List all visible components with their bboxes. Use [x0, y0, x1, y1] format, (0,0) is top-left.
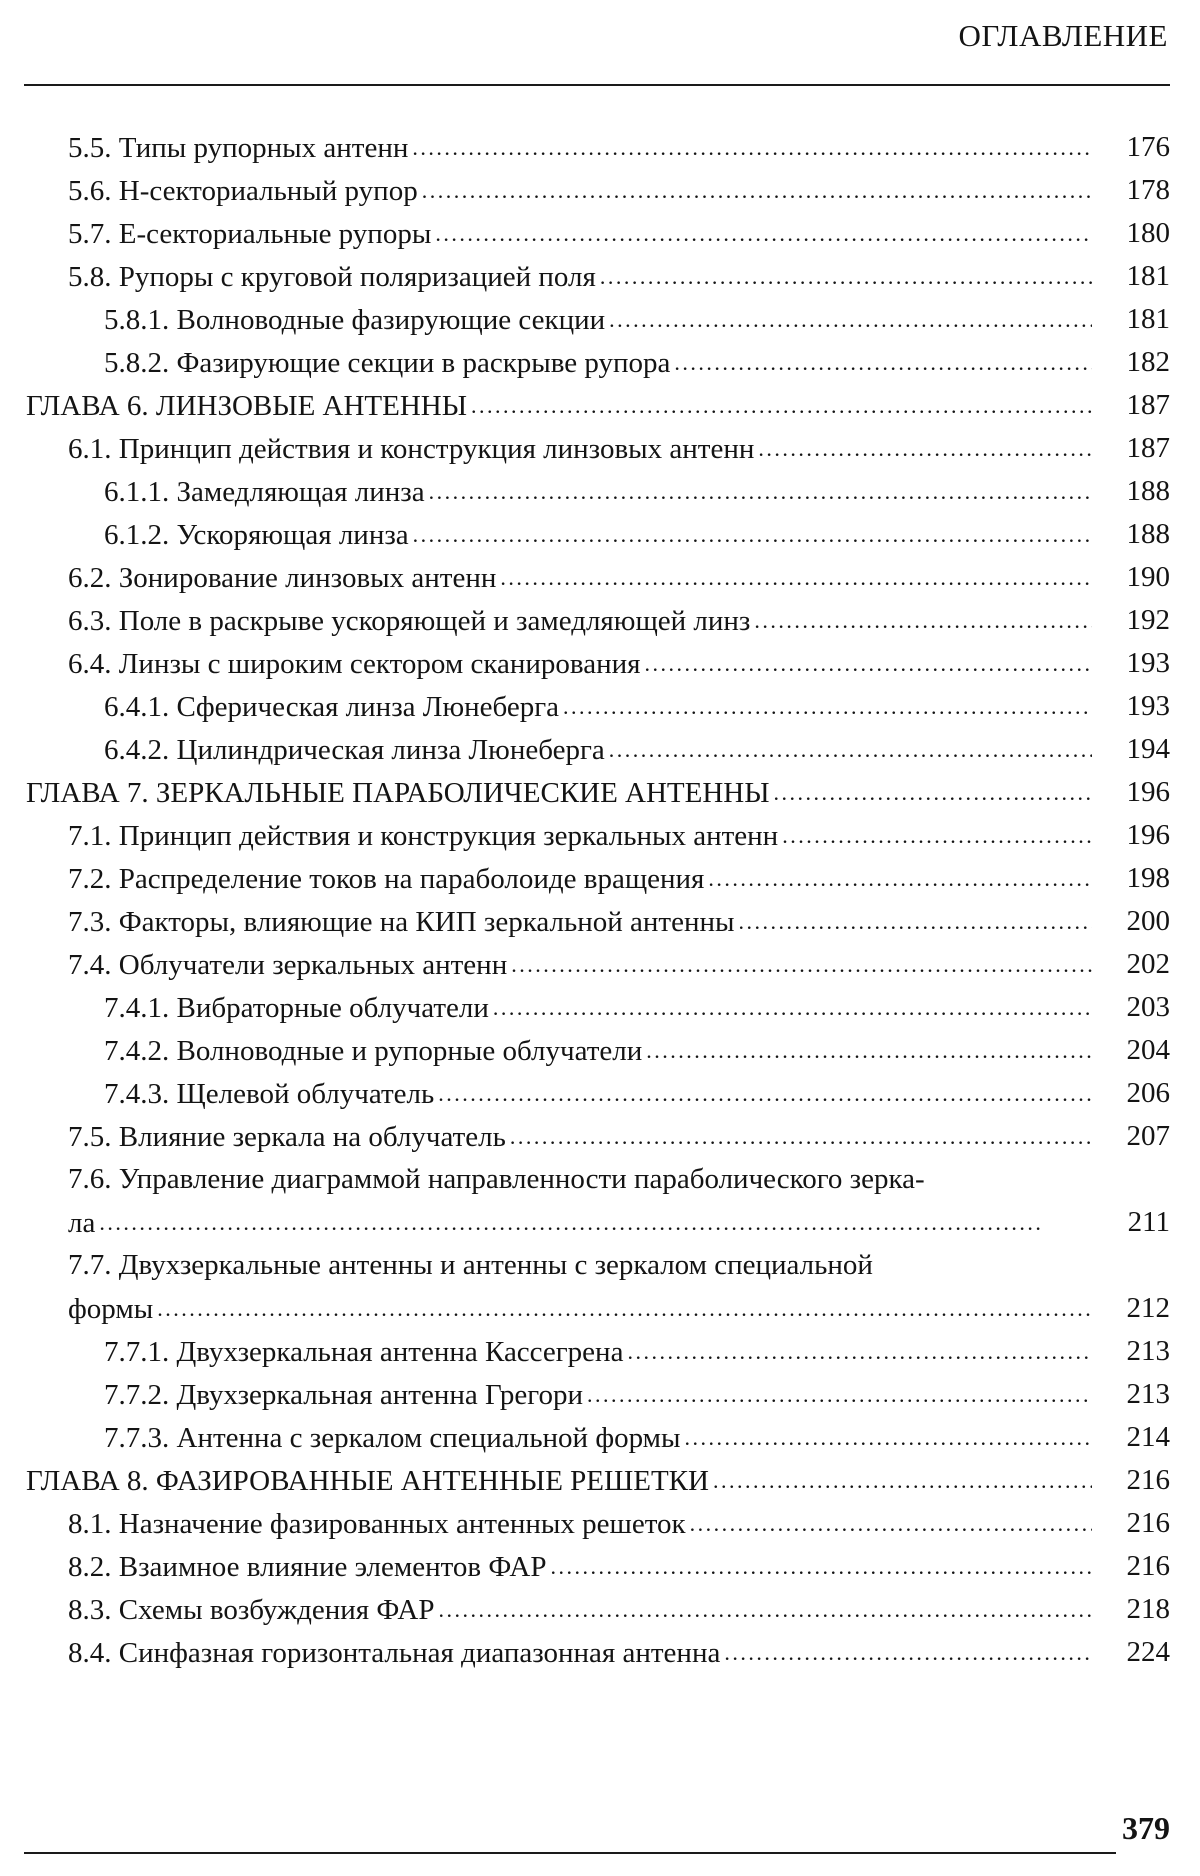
- toc-entry-title-text: 7.7.1. Двухзеркальная антенна Кассегрена . . .: [104, 1336, 1092, 1368]
- toc-entry-title: [68, 1545, 1092, 1589]
- toc-section-entry: [0, 1502, 1200, 1545]
- toc-page-number: 216: [1126, 1507, 1170, 1539]
- toc-section-entry: [0, 1244, 1200, 1330]
- toc-entry-title: [68, 857, 1092, 901]
- toc-entry-title-text: ла . . .: [68, 1207, 1044, 1239]
- toc-page-number: 193: [1126, 690, 1170, 722]
- toc-chapter-entry: [0, 771, 1200, 814]
- toc-entry-title-text: ГЛАВА 7. ЗЕРКАЛЬНЫЕ ПАРАБОЛИЧЕСКИЕ АНТЕННЫ . . .: [26, 777, 1092, 809]
- toc-page-number: 188: [1126, 518, 1170, 550]
- toc-entry-title-text: 5.8.2. Фазирующие секции в раскрыве рупора . . .: [104, 347, 1092, 379]
- toc-entry-title-text: ГЛАВА 8. ФАЗИРОВАННЫЕ АНТЕННЫЕ РЕШЕТКИ . . .: [26, 1465, 1092, 1497]
- toc-entry-title: [68, 599, 1092, 643]
- toc-subsection-entry: [0, 685, 1200, 728]
- toc-entry-title-text: 7.4.2. Волноводные и рупорные облучатели . . .: [104, 1035, 1092, 1067]
- toc-entry-title: [68, 212, 1092, 256]
- toc-entry-title-text: 7.5. Влияние зеркала на облучатель . . .: [68, 1121, 1092, 1153]
- toc-page-number: 198: [1126, 862, 1170, 894]
- toc-entry-title-text: 5.5. Типы рупорных антенн . . .: [68, 132, 1092, 164]
- toc-entry-title: [68, 1115, 1092, 1159]
- toc-entry-title-text: 5.8. Рупоры с круговой поляризацией поля . . .: [68, 261, 1092, 293]
- toc-entry-title-text: 8.4. Синфазная горизонтальная диапазонная антенна . . .: [68, 1637, 1092, 1669]
- toc-subsection-entry: [0, 513, 1200, 556]
- toc-entry-title-line: 7.6. Управление диаграммой направленности параболического зерка-: [68, 1163, 925, 1195]
- toc-page-number: 190: [1126, 561, 1170, 593]
- toc-page-number: 196: [1126, 819, 1170, 851]
- toc-page-number: 207: [1126, 1120, 1170, 1152]
- toc-entry-title: [104, 1373, 1092, 1417]
- toc-page-number: 181: [1126, 260, 1170, 292]
- toc-entry-title-text: ГЛАВА 6. ЛИНЗОВЫЕ АНТЕННЫ . . .: [26, 390, 1092, 422]
- toc-entry-title-line: [68, 1201, 1092, 1245]
- toc-entry-title-text: формы . . .: [68, 1293, 1092, 1325]
- toc-entry-title: [68, 255, 1092, 299]
- toc-entry-title: [104, 986, 1092, 1030]
- toc-subsection-entry: [0, 1072, 1200, 1115]
- toc-entry-title-line: [68, 1287, 1092, 1331]
- toc-entry-title: [68, 427, 1092, 471]
- toc-entry-title-text: 7.4.3. Щелевой облучатель . . .: [104, 1078, 1092, 1110]
- toc-page-number: 182: [1126, 346, 1170, 378]
- toc-section-entry: [0, 943, 1200, 986]
- toc-entry-title-line: 7.7. Двухзеркальные антенны и антенны с зеркалом специальной: [68, 1249, 873, 1281]
- toc-page-number: 214: [1126, 1421, 1170, 1453]
- toc-page-number: 202: [1126, 948, 1170, 980]
- toc-page-number: 224: [1126, 1636, 1170, 1668]
- toc-subsection-entry: [0, 1373, 1200, 1416]
- toc-section-entry: [0, 212, 1200, 255]
- toc-page-number: 211: [1127, 1206, 1170, 1238]
- toc-entry-title: [104, 1416, 1092, 1460]
- toc-subsection-entry: [0, 1416, 1200, 1459]
- toc-page-number: 204: [1126, 1034, 1170, 1066]
- toc-section-entry: [0, 1588, 1200, 1631]
- toc-subsection-entry: [0, 1330, 1200, 1373]
- toc-entry-title: [104, 341, 1092, 385]
- toc-entry-title: [104, 513, 1092, 557]
- toc-page-number: 218: [1126, 1593, 1170, 1625]
- toc-entry-title: [104, 685, 1092, 729]
- toc-section-entry: [0, 255, 1200, 298]
- toc-section-entry: [0, 857, 1200, 900]
- toc-page-number: 213: [1126, 1378, 1170, 1410]
- toc-page-number: 181: [1126, 303, 1170, 335]
- toc-entry-title-text: 6.4.1. Сферическая линза Люнеберга . . .: [104, 691, 1092, 723]
- toc-entry-title-text: 6.4. Линзы с широким сектором сканирования . . .: [68, 648, 1092, 680]
- toc-chapter-entry: [0, 1459, 1200, 1502]
- toc-entry-title-text: 6.1.2. Ускоряющая линза . . .: [104, 519, 1092, 551]
- toc-subsection-entry: [0, 1029, 1200, 1072]
- toc-entry-title-text: 8.2. Взаимное влияние элементов ФАР . . .: [68, 1551, 1092, 1583]
- toc-entry-title-text: 7.7.3. Антенна с зеркалом специальной формы . . .: [104, 1422, 1092, 1454]
- toc-page-number: 176: [1126, 131, 1170, 163]
- toc-entry-title: [68, 556, 1092, 600]
- toc-entry-title: [104, 470, 1092, 514]
- toc-entry-title: [104, 1330, 1092, 1374]
- toc-section-entry: [0, 900, 1200, 943]
- toc-section-entry: [0, 169, 1200, 212]
- toc-entry-title: [68, 943, 1092, 987]
- toc-entry-title: [26, 384, 1092, 428]
- header-rule: [24, 84, 1170, 86]
- toc-entry-title-text: 7.4. Облучатели зеркальных антенн . . .: [68, 949, 1092, 981]
- toc-page-number: 206: [1126, 1077, 1170, 1109]
- toc-section-entry: [0, 556, 1200, 599]
- toc-page-number: 203: [1126, 991, 1170, 1023]
- toc-page-number: 216: [1126, 1464, 1170, 1496]
- toc-entry-title-text: 6.4.2. Цилиндрическая линза Люнеберга . . .: [104, 734, 1092, 766]
- toc-entry-title: [68, 1244, 1092, 1331]
- toc-section-entry: [0, 1631, 1200, 1674]
- toc-entry-title-text: 7.7.2. Двухзеркальная антенна Грегори . . .: [104, 1379, 1092, 1411]
- toc-subsection-entry: [0, 470, 1200, 513]
- toc-page-number: 212: [1126, 1292, 1170, 1324]
- toc-entry-title: [68, 900, 1092, 944]
- toc-section-entry: [0, 427, 1200, 470]
- toc-entry-title-text: 7.4.1. Вибраторные облучатели . . .: [104, 992, 1092, 1024]
- toc-page-number: 194: [1126, 733, 1170, 765]
- toc-entry-title-text: 7.3. Факторы, влияющие на КИП зеркальной антенны . . .: [68, 906, 1092, 938]
- toc-subsection-entry: [0, 986, 1200, 1029]
- toc-section-entry: [0, 814, 1200, 857]
- toc-page-number: 178: [1126, 174, 1170, 206]
- toc-entry-title-text: 5.8.1. Волноводные фазирующие секции . . .: [104, 304, 1092, 336]
- page-number: 379: [1122, 1810, 1170, 1846]
- toc-section-entry: [0, 126, 1200, 169]
- toc-entry-title: [68, 126, 1092, 170]
- toc-section-entry: [0, 642, 1200, 685]
- toc-entry-title-text: 8.1. Назначение фазированных антенных решеток . . .: [68, 1508, 1092, 1540]
- toc-entry-title: [104, 298, 1092, 342]
- toc-section-entry: [0, 1115, 1200, 1158]
- toc-entry-title: [68, 169, 1092, 213]
- toc-page-number: 192: [1126, 604, 1170, 636]
- toc-subsection-entry: [0, 728, 1200, 771]
- toc-entry-title-text: 5.7. Е-секториальные рупоры . . .: [68, 218, 1092, 250]
- toc-entry-title: [68, 642, 1092, 686]
- toc-page-number: 193: [1126, 647, 1170, 679]
- toc-entry-title: [104, 1029, 1092, 1073]
- toc-page-number: 187: [1126, 432, 1170, 464]
- toc-section-entry: [0, 599, 1200, 642]
- toc-page-number: 187: [1126, 389, 1170, 421]
- running-header: ОГЛАВЛЕНИЕ: [958, 18, 1168, 53]
- table-of-contents: [0, 126, 1200, 1674]
- toc-entry-title-text: 6.2. Зонирование линзовых антенн . . .: [68, 562, 1092, 594]
- toc-page-number: 216: [1126, 1550, 1170, 1582]
- toc-chapter-entry: [0, 384, 1200, 427]
- toc-entry-title: [68, 1631, 1092, 1675]
- toc-entry-title-text: 7.2. Распределение токов на параболоиде вращения . . .: [68, 863, 1092, 895]
- toc-page-number: 200: [1126, 905, 1170, 937]
- toc-entry-title: [68, 814, 1092, 858]
- toc-entry-title-text: 6.3. Поле в раскрыве ускоряющей и замедляющей линз . . .: [68, 605, 1092, 637]
- toc-entry-title-text: 6.1. Принцип действия и конструкция линзовых антенн . . .: [68, 433, 1092, 465]
- toc-entry-title-text: 7.1. Принцип действия и конструкция зеркальных антенн . . .: [68, 820, 1092, 852]
- toc-page-number: 196: [1126, 776, 1170, 808]
- toc-entry-title-text: 8.3. Схемы возбуждения ФАР . . .: [68, 1594, 1092, 1626]
- toc-section-entry: [0, 1545, 1200, 1588]
- toc-subsection-entry: [0, 341, 1200, 384]
- toc-entry-title: [104, 728, 1092, 772]
- toc-section-entry: [0, 1158, 1200, 1244]
- toc-entry-title: [68, 1158, 1092, 1245]
- toc-page-number: 180: [1126, 217, 1170, 249]
- toc-entry-title-text: 5.6. Н-секториальный рупор . . .: [68, 175, 1092, 207]
- toc-entry-title: [68, 1502, 1092, 1546]
- toc-entry-title-text: 6.1.1. Замедляющая линза . . .: [104, 476, 1092, 508]
- toc-entry-title: [68, 1588, 1092, 1632]
- toc-page-number: 188: [1126, 475, 1170, 507]
- toc-entry-title: [26, 771, 1092, 815]
- toc-page-number: 213: [1126, 1335, 1170, 1367]
- toc-entry-title: [104, 1072, 1092, 1116]
- toc-subsection-entry: [0, 298, 1200, 341]
- toc-entry-title: [26, 1459, 1092, 1503]
- footer-rule: [24, 1852, 1116, 1854]
